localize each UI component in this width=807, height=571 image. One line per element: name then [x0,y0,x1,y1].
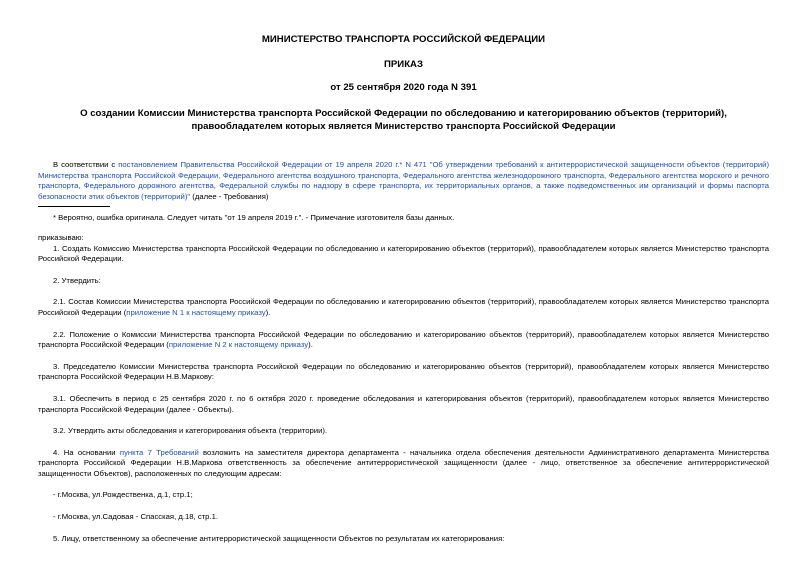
preamble-text-after: (далее - Требования) [190,191,269,201]
requirements-point-7-link[interactable]: пункта 7 Требований [119,447,199,457]
paragraph-2-1-text-before: 2.1. Состав Комиссии Министерства транспорта Российской Федерации по обследованию и категорированию объектов (территорий), правообладателем которых является Министерство транспорта Российской Федерации ( [38,297,769,317]
paragraph-2-1 [38,297,769,318]
paragraph-2: 2. Утвердить: [53,275,101,285]
appendix-2-link[interactable]: приложение N 2 к настоящему приказу [168,340,309,350]
paragraph-3: 3. Председателю Комиссии Министерства транспорта Российской Федерации по обследованию и категорированию объектов (территорий), правообладателем которых является Министерство транспорта Российской Федерации Н.В.Маркову: [38,361,769,382]
preamble-text-before: В соответствии с [53,160,119,169]
paragraph-2-2 [38,330,769,351]
document-date: от 25 сентября 2020 года N 391 [330,82,477,93]
document-body [38,160,769,544]
paragraph-5: 5. Лицу, ответственному за обеспечение антитеррористической защищенности Объектов по результатам их категорирования: [53,533,505,543]
footnote: * Вероятно, ошибка оригинала. Следует читать "от 19 апреля 2019 г.". - Примечание изготовителя базы данных. [53,213,455,223]
paragraph-2-1-text-after: ). [265,307,271,317]
paragraph-3-2: 3.2. Утвердить акты обследования и категорирования объекта (территории). [53,426,328,436]
paragraph-4-text-before: 4. На основании [53,447,120,457]
footnote-divider [38,206,110,207]
preamble-paragraph [38,160,769,202]
paragraph-1: 1. Создать Комиссию Министерства транспорта Российской Федерации по обследованию и категорированию объектов (территорий), правообладателем которых является Министерство транспорта Российской Федерации. [38,243,769,264]
paragraph-3-1: 3.1. Обеспечить в период с 25 сентября 2020 г. по 6 октября 2020 г. проведение обследования и категорирования объектов (территорий), правообладателем которых является Министерство транспорта Российской Федерации (далее - Объекты). [38,393,769,414]
document-type: ПРИКАЗ [384,59,423,70]
address-2: - г.Москва, ул.Садовая - Спасская, д.18, стр.1. [53,512,219,522]
government-decree-link[interactable]: постановлением Правительства Российской Федерации от 19 апреля 2020 г.* N 471 "Об утверждении требований к антитеррористической защищенности объектов (территорий) Министерства транспорта Российской Федерации, Федерального агентства воздушного транспорта, Федерального агентства железнодорожного транспорта, Федерального агентства морского и речного транспорта, Федерального дорожного агентства, Федеральной службы по надзору в сфере транспорта, их территориальных органов, а также подведомственных им организаций и формы паспорта безопасности этих объектов (территорий)" [38,160,770,201]
ministry-name: МИНИСТЕРСТВО ТРАНСПОРТА РОССИЙСКОЙ ФЕДЕРАЦИИ [261,34,546,45]
document-title: О создании Комиссии Министерства транспорта Российской Федерации по обследованию и категорированию объектов (территорий), правообладателем которых является Министерство транспорта Российской Федерации [80,108,727,132]
paragraph-2-2-text-before: 2.2. Положение о Комиссии Министерства транспорта Российской Федерации по обследованию и категорированию объектов (территорий), правообладателем которых является Министерство транспорта Российской Федерации ( [38,329,769,350]
address-1: - г.Москва, ул.Рождественка, д.1, стр.1; [53,490,193,500]
paragraph-4-text-after: возложить на заместителя директора департамента - начальника отдела обеспечения деятельности Административного департамента Министерства транспорта Российской Федерации Н.В.Маркова ответственность за обеспечение антитеррористической защищенности (далее - лицо, ответственное за обеспечение антитеррористической защищенности Объектов), расположенных по следующим адресам: [38,447,769,478]
paragraph-4 [38,448,769,480]
orders-label: приказываю: [38,232,84,242]
paragraph-2-2-text-after: ). [308,340,313,350]
appendix-1-link[interactable]: приложение N 1 к настоящему приказу [126,307,266,317]
